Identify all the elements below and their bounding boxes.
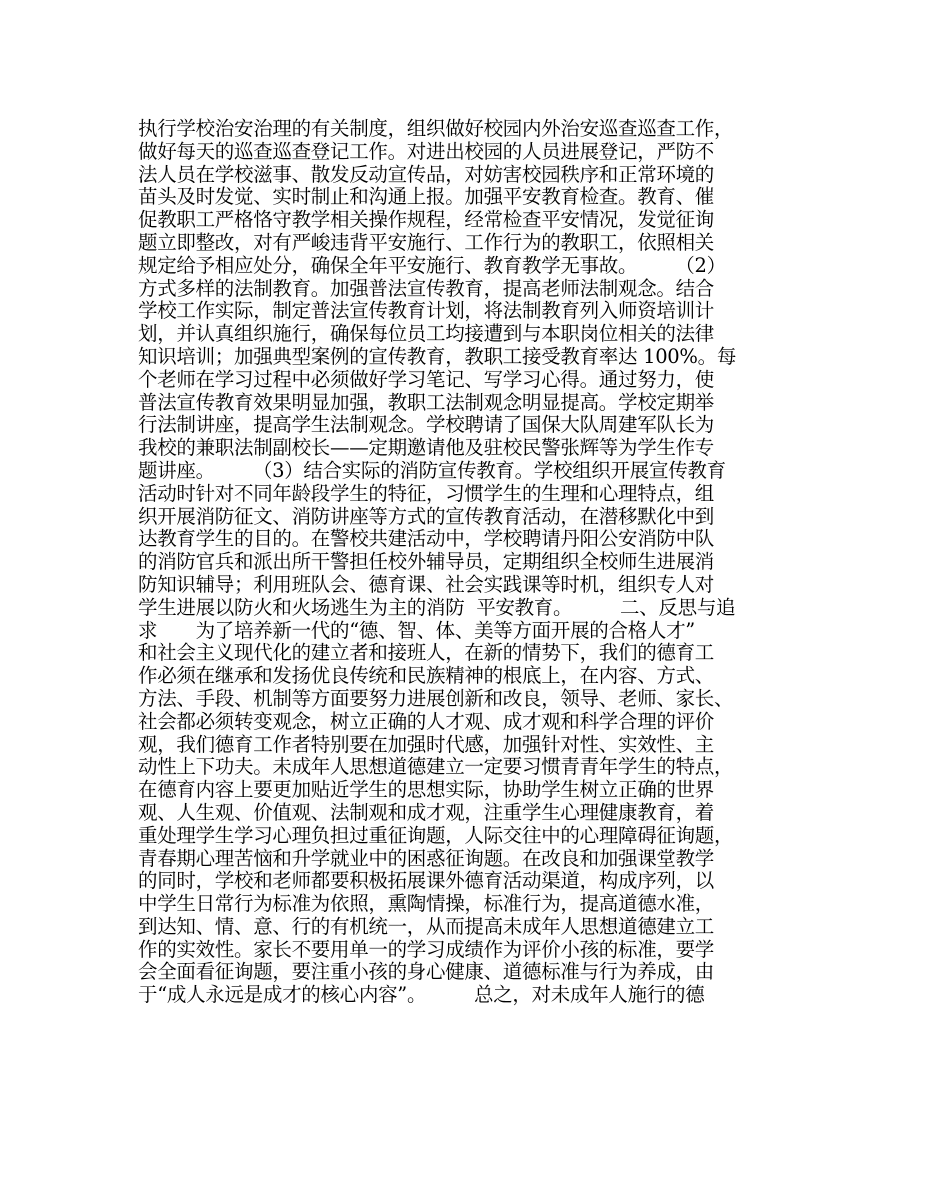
- text-line: 于“成人永远是成才的核心内容”。 总之，对未成年人施行的德: [138, 983, 705, 1007]
- text-line: 划，并认真组织施行，确保每位员工均接遭到与本职岗位相关的法律: [138, 322, 715, 346]
- text-line: 普法宣传教育效果明显加强，教职工法制观念明显提高。学校定期举: [138, 390, 715, 414]
- text-line: 的消防官兵和派出所干警担任校外辅导员，定期组织全校师生进展消: [138, 550, 715, 574]
- text-line: 题讲座。 （3）结合实际的消防宣传教育。学校组织开展宣传教育: [138, 458, 726, 482]
- text-line: 防知识辅导；利用班队会、德育课、社会实践课等时机，组织专人对: [138, 572, 715, 596]
- text-line: 作必须在继承和发扬优良传统和民族精神的根底上，在内容、方式、: [138, 664, 715, 688]
- body-text: [138, 118, 828, 1007]
- text-line: 会全面看征询题，要注重小孩的身心健康、道德标准与行为养成，由: [138, 960, 715, 984]
- text-line: 和社会主义现代化的建立者和接班人，在新的情势下，我们的德育工: [138, 641, 715, 665]
- text-line: 促教职工严格恪守教学相关操作规程，经常检查平安情况，发觉征询: [138, 208, 715, 232]
- text-line: 我校的兼职法制副校长——定期邀请他及驻校民警张辉等为学生作专: [138, 436, 715, 460]
- text-line: 学生进展以防火和火场逃生为主的消防 平安教育。 二、反思与追: [138, 595, 736, 619]
- text-line: 规定给予相应处分，确保全年平安施行、教育教学无事故。 （2）: [138, 253, 726, 277]
- text-line: 做好每天的巡查巡查登记工作。对进出校园的人员进展登记，严防不: [138, 139, 715, 163]
- text-line: 方法、手段、机制等方面要努力进展创新和改良，领导、老师、家长、: [138, 686, 734, 710]
- text-line: 中学生日常行为标准为依照，熏陶情操，标准行为，提高道德水准，: [138, 892, 715, 916]
- text-line: 法人员在学校滋事、散发反动宣传品，对妨害校园秩序和正常环境的: [138, 162, 715, 186]
- text-line: 达教育学生的目的。在警校共建活动中，学校聘请丹阳公安消防中队: [138, 527, 715, 551]
- text-line: 求 为了培养新一代的“德、智、体、美等方面开展的合格人才”: [138, 618, 695, 642]
- text-line: 个老师在学习过程中必须做好学习笔记、写学习心得。通过努力，使: [138, 367, 715, 391]
- text-line: 苗头及时发觉、实时制止和沟通上报。加强平安教育检查。教育、催: [138, 185, 715, 209]
- text-line: 学校工作实际，制定普法宣传教育计划，将法制教育列入师资培训计: [138, 299, 715, 323]
- text-line: 的同时，学校和老师都要积极拓展课外德育活动渠道，构成序列，以: [138, 869, 715, 893]
- text-line: 观、人生观、价值观、法制观和成才观，注重学生心理健康教育，着: [138, 800, 715, 824]
- text-line: 题立即整改，对有严峻违背平安施行、工作行为的教职工，依照相关: [138, 230, 715, 254]
- text-line: 社会都必须转变观念，树立正确的人才观、成才观和科学合理的评价: [138, 709, 715, 733]
- text-line: 知识培训；加强典型案例的宣传教育，教职工接受教育率达 100%。每: [138, 344, 737, 368]
- text-line: 到达知、情、意、行的有机统一，从而提高未成年人思想道德建立工: [138, 914, 715, 938]
- text-line: 织开展消防征文、消防讲座等方式的宣传教育活动，在潜移默化中到: [138, 504, 715, 528]
- text-line: 作的实效性。家长不要用单一的学习成绩作为评价小孩的标准，要学: [138, 937, 715, 961]
- text-line: 观，我们德育工作者特别要在加强时代感，加强针对性、实效性、主: [138, 732, 715, 756]
- text-line: 重处理学生学习心理负担过重征询题，人际交往中的心理障碍征询题，: [138, 823, 734, 847]
- text-line: 执行学校治安治理的有关制度，组织做好校园内外治安巡查巡查工作，: [138, 117, 734, 140]
- text-line: 动性上下功夫。未成年人思想道德建立一定要习惯青青年学生的特点，: [138, 755, 734, 779]
- text-line: 青春期心理苦恼和升学就业中的困惑征询题。在改良和加强课堂教学: [138, 846, 715, 870]
- text-line: 活动时针对不同年龄段学生的特征，习惯学生的生理和心理特点，组: [138, 481, 715, 505]
- text-line: 行法制讲座，提高学生法制观念。学校聘请了国保大队周建军队长为: [138, 413, 715, 437]
- text-line: 方式多样的法制教育。加强普法宣传教育，提高老师法制观念。结合: [138, 276, 715, 300]
- text-line: 在德育内容上要更加贴近学生的思想实际，协助学生树立正确的世界: [138, 778, 715, 802]
